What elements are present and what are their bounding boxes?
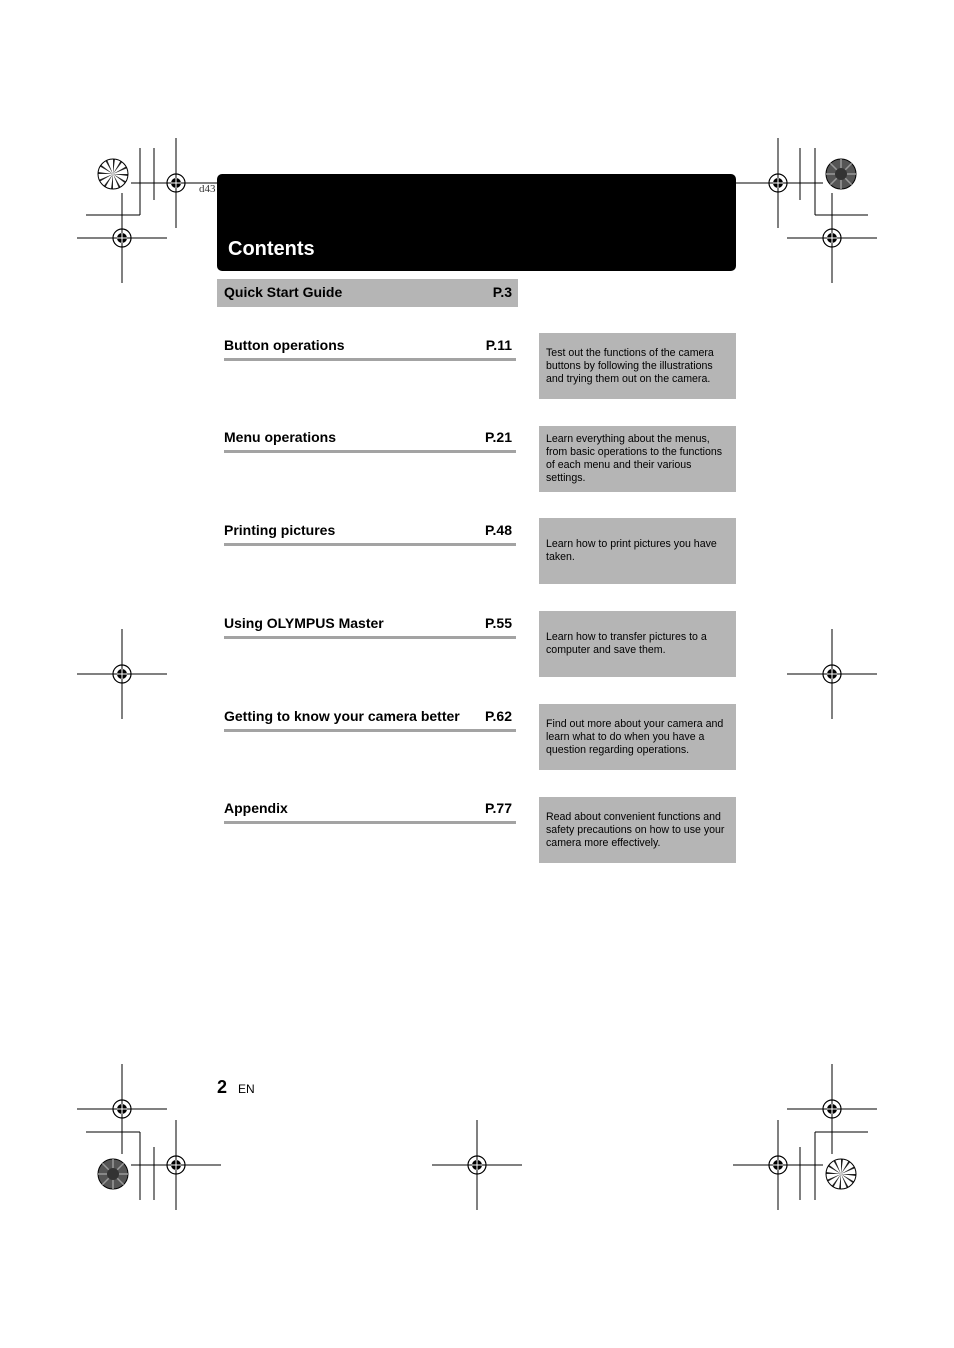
section-description xyxy=(539,611,736,677)
section-page: P.21 xyxy=(485,429,512,445)
section-description xyxy=(539,797,736,863)
star-target-icon xyxy=(98,1159,128,1189)
section-title: Appendix xyxy=(224,800,288,816)
section-rule xyxy=(224,543,516,546)
section-rule xyxy=(224,450,516,453)
star-target-icon xyxy=(98,159,128,189)
section-page: P.11 xyxy=(485,337,512,353)
section-description xyxy=(539,704,736,770)
section-page: P.48 xyxy=(485,522,512,538)
description-text: Test out the functions of the camera buttons by following the illustrations and trying them out on the camera. xyxy=(546,346,714,385)
section-page: P.55 xyxy=(485,615,512,631)
quick-start-title: Quick Start Guide xyxy=(224,284,343,300)
section-menu-operations[interactable] xyxy=(224,429,516,453)
description-text: Learn how to transfer pictures to a computer and save them. xyxy=(546,631,707,656)
quick-start-page: P.3 xyxy=(492,284,512,300)
section-page: P.62 xyxy=(485,708,512,724)
quick-start-link[interactable] xyxy=(217,279,518,307)
star-target-icon xyxy=(826,1159,856,1189)
page-number: 2 xyxy=(217,1077,228,1097)
section-appendix[interactable] xyxy=(224,800,516,824)
section-page: P.77 xyxy=(485,800,512,816)
star-target-icon xyxy=(826,159,856,189)
description-text: Learn everything about the menus, from basic operations to the functions of each menu and their various settings. xyxy=(546,433,723,484)
section-description xyxy=(539,333,736,399)
description-text: Learn how to print pictures you have taken. xyxy=(546,538,717,563)
section-title: Using OLYMPUS Master xyxy=(224,615,384,631)
section-rule xyxy=(224,729,516,732)
section-rule xyxy=(224,636,516,639)
section-using-olympus-master[interactable] xyxy=(224,615,516,639)
contents-header xyxy=(217,174,736,271)
section-description xyxy=(539,518,736,584)
page-title: Contents xyxy=(228,238,315,260)
description-text: Find out more about your camera and learn what to do when you have a question regarding operations. xyxy=(546,717,724,756)
section-rule xyxy=(224,821,516,824)
description-text: Read about convenient functions and safety precautions on how to use your camera more effectively. xyxy=(546,810,725,849)
section-printing-pictures[interactable] xyxy=(224,522,516,546)
section-description xyxy=(539,426,736,492)
section-title: Button operations xyxy=(224,337,345,353)
section-title: Menu operations xyxy=(224,429,337,445)
language-code: EN xyxy=(238,1082,255,1096)
reference-code: d43 xyxy=(199,183,216,195)
section-title: Getting to know your camera better xyxy=(224,708,460,724)
section-getting-to-know-camera[interactable] xyxy=(224,708,516,732)
section-rule xyxy=(224,358,516,361)
section-title: Printing pictures xyxy=(224,522,336,538)
section-button-operations[interactable] xyxy=(224,337,516,361)
